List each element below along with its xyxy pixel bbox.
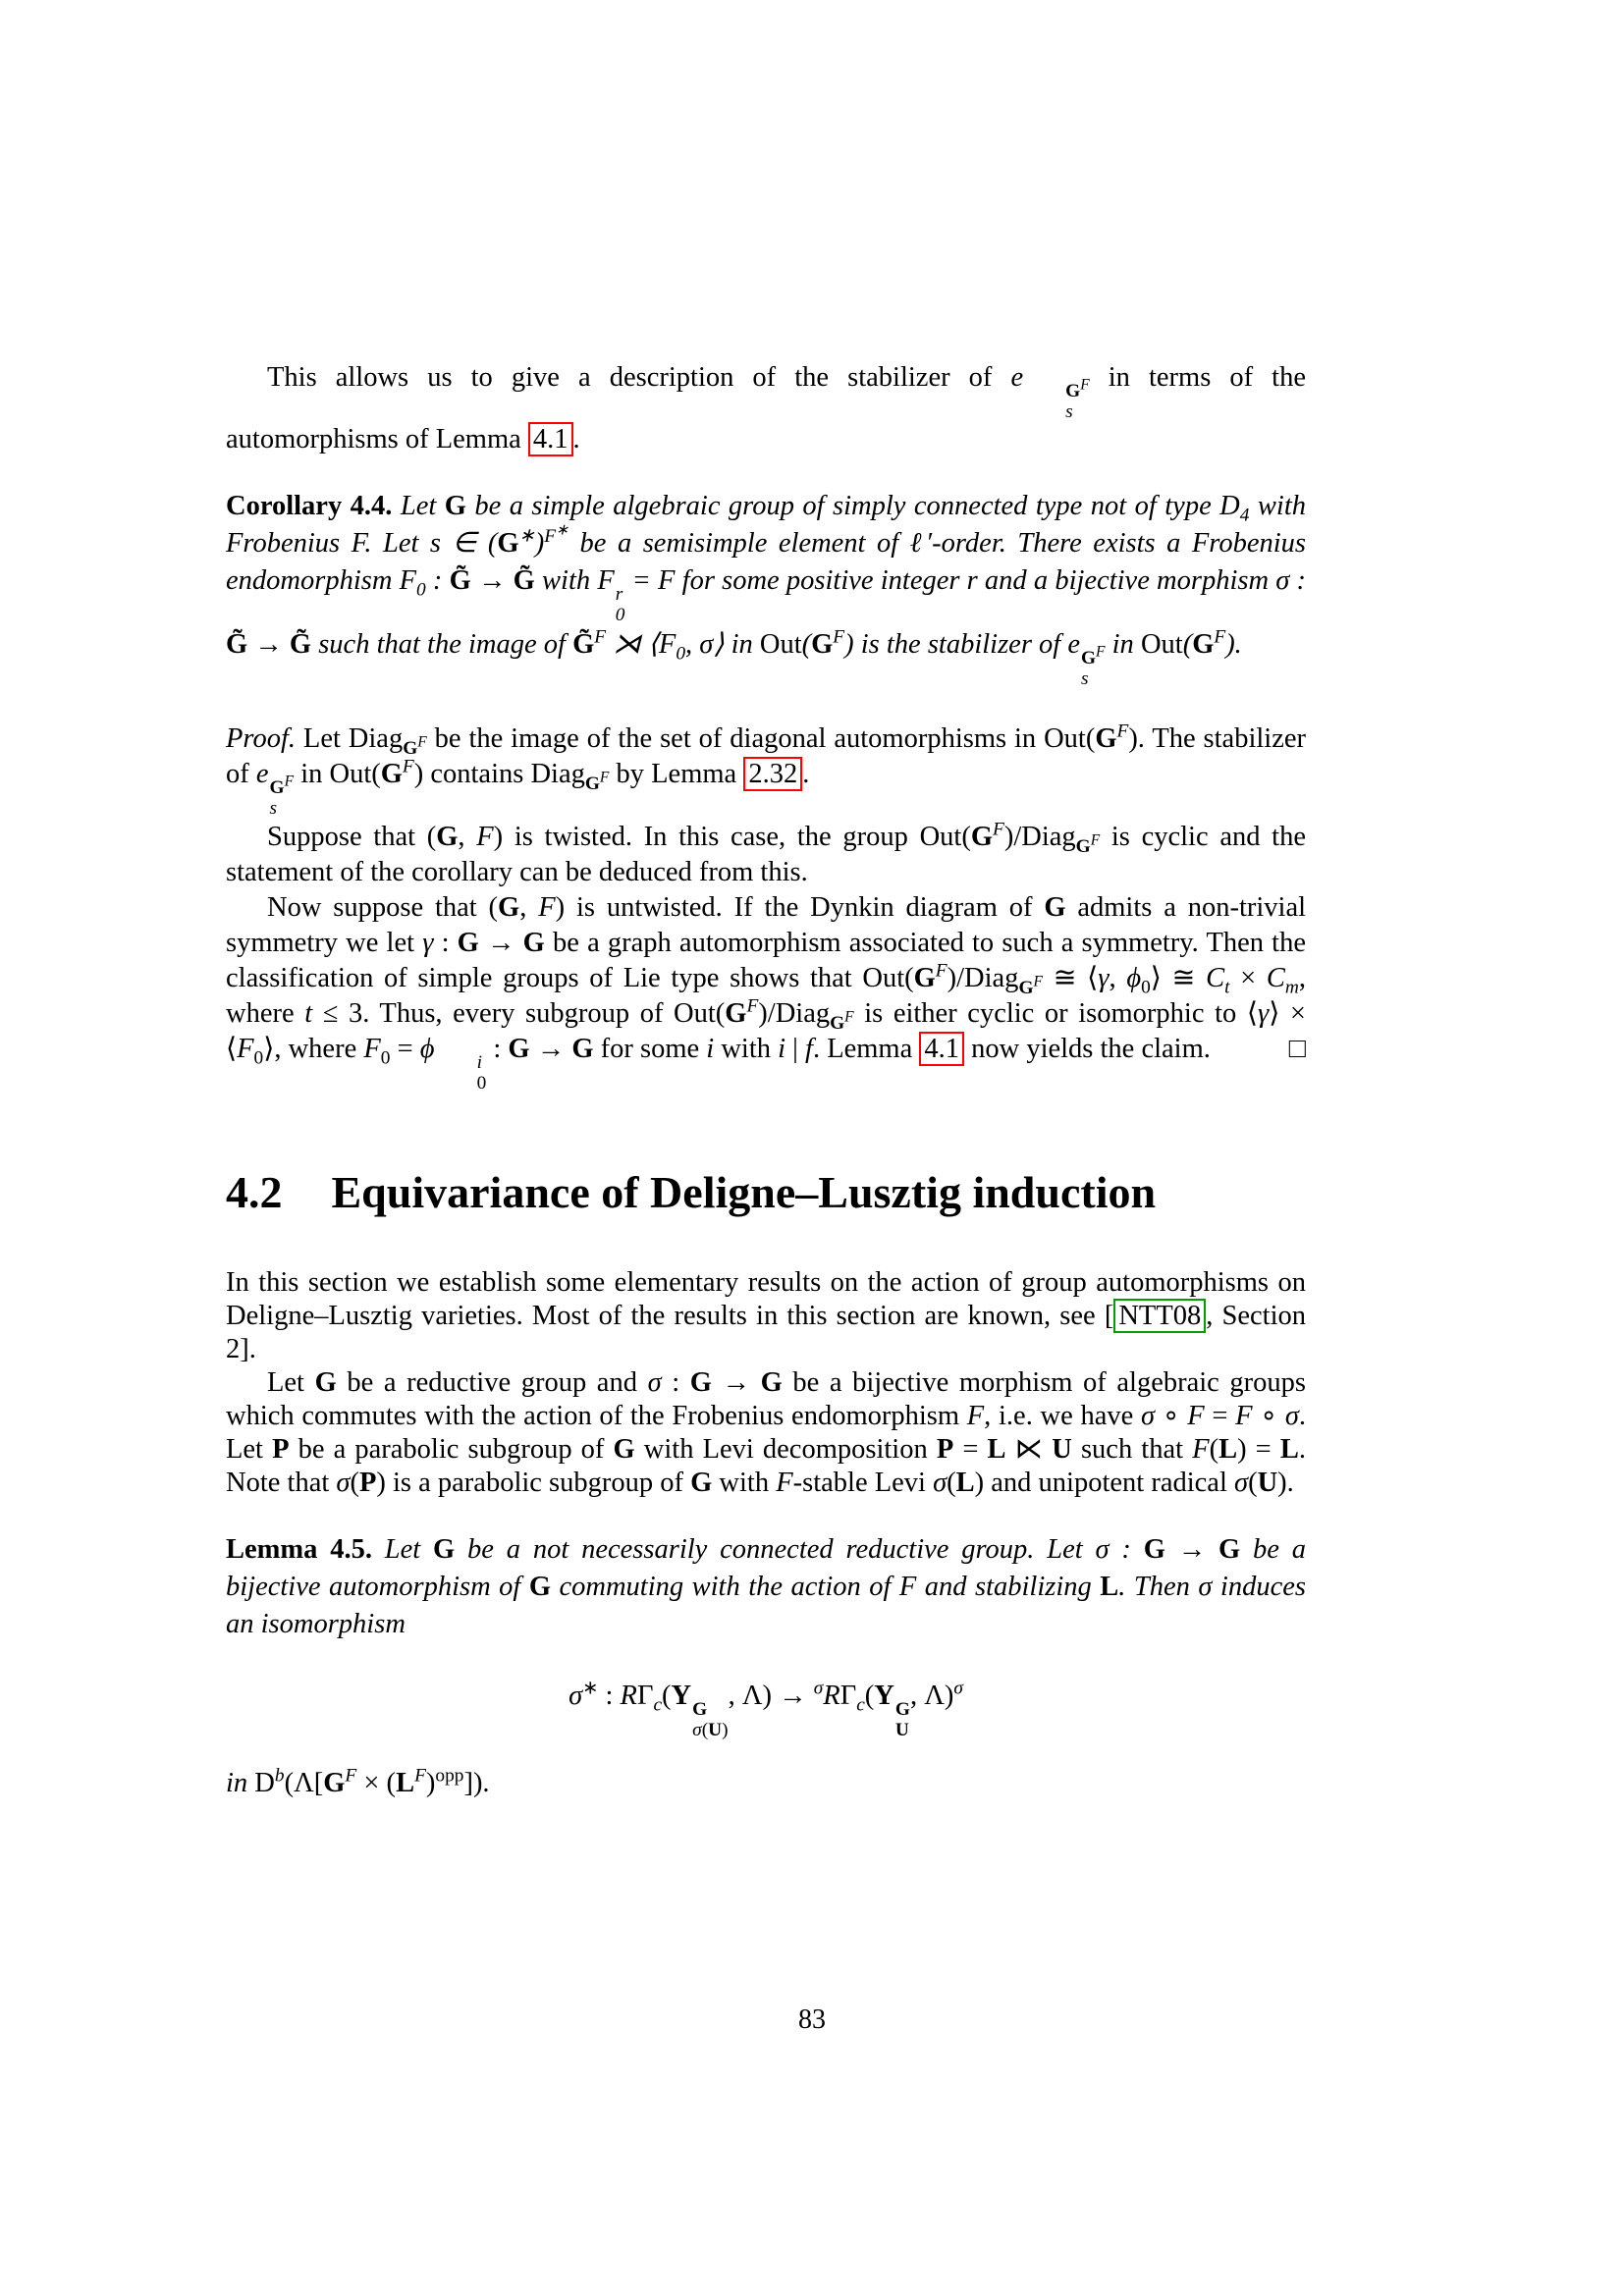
section-heading-4-2	[226, 1167, 1306, 1219]
proof-paragraph-3: Now suppose that (G, F) is untwisted. If the Dynkin diagram of G admits a non-trivial symmetry we let γ : G → G be a graph automorphism associated to such a symmetry. Then the classification of simple groups of Lie type shows that $Out(G^F)/Diag_{G^F}$ ≅ ⟨γ, $\phi_0⟩$ ≅ $C_t \times C_m$, where t ≤ 3. Thus, every subgroup of $Out(G^F)/Diag_{G^F}$ is either cyclic or isomorphic to ⟨γ⟩ × $⟨F_0⟩$, where $F_0 = \phi$ i 0 : G → G for some i with i | f. Lemma 4.1 now yields the claim. □	[226, 892, 1307, 1095]
proof-paragraph-1	[226, 721, 1306, 820]
text-column	[226, 361, 1306, 1800]
proof-text-1: Let Diag$_{G^F}$ be the image of the set of diagonal automorphisms in $Out(G^F)$. The stabilizer of e $G^F$ s in $Out(G^F)$ contains Diag$_{G^F}$ by Lemma 2.32 .	[226, 721, 1306, 820]
lemma-after-equation: in $D^b(\Lambda[G^F \times (L^F)^{opp}])$.	[226, 1765, 490, 1799]
display-equation: σ∗ : $R\Gamma_c(Y$ G σ(U) , $\Lambda) \to ^\sigma R\Gamma_c(Y$ G U , Λ)$^\sigma$	[568, 1678, 963, 1741]
corollary-label: Corollary 4.4.	[226, 491, 393, 522]
lemma-4-5	[226, 1531, 1306, 1643]
section-paragraph-2: Let G be a reductive group and σ : G → G be a bijective morphism of algebraic groups which commutes with the action of the Frobenius endomorphism F, i.e. we have σ ∘ F = F ∘ σ. Let P be a parabolic subgroup of G with Levi decomposition P = L ⋉ U such that F(L) = L. Note that σ(P) is a parabolic subgroup of G with F-stable Levi σ(L) and unipotent radical σ(U).	[226, 1367, 1307, 1499]
ref-link-lemma-2-32[interactable]: 2.32	[743, 757, 802, 791]
lemma-label: Lemma 4.5.	[226, 1534, 372, 1566]
corollary-body: Let G be a simple algebraic group of simply connected type not of type $D_4$ with Frobenius F. Let s ∈ $(G^∗)^{F^∗}$ be a semisimple element of ℓ′-order. There exists a Frobenius endomorphism $F_0$ : G̃ → G̃ with F r 0 = F for some positive integer r and a bijective morphism σ : G̃ → G̃ such that the image of G̃$^F$ ⋊ $⟨F_0$, σ⟩ in $Out(G^F)$ is the stabilizer of e $G^F$ s in $Out(G^F)$.	[226, 491, 1306, 690]
proof-label: Proof.	[226, 723, 296, 755]
section-title: Equivariance of Deligne–Lusztig induction	[331, 1167, 1157, 1218]
section-number: 4.2	[226, 1167, 283, 1218]
lemma-body: Let G be a not necessarily connected reductive group. Let σ : G → G be a bijective automorphism of G commuting with the action of F and stabilizing L. Then σ induces an isomorphism	[226, 1534, 1307, 1640]
cite-link-NTT08[interactable]: NTT08	[1113, 1299, 1206, 1333]
ref-link-lemma-4-1-second[interactable]: 4.1	[919, 1032, 964, 1066]
section-paragraph-1: In this section we establish some elementary results on the action of group automorphisms on Deligne–Lusztig varieties. Most of the results in this section are known, see [ NTT08 , Section 2].	[226, 1267, 1306, 1365]
ref-link-lemma-4-1[interactable]: 4.1	[528, 422, 573, 456]
proof-paragraph-2: Suppose that (G, F) is twisted. In this case, the group $Out(G^F)/Diag_{G^F}$ is cyclic and the statement of the corollary can be deduced from this.	[226, 819, 1306, 888]
qed-symbol: □	[1288, 1034, 1306, 1065]
paragraph-intro: This allows us to give a description of the stabilizer of e $G^F$ s in terms of the automorphisms of Lemma 4.1 .	[226, 362, 1306, 455]
corollary-4-4	[226, 488, 1306, 690]
page-number: 83	[798, 2004, 826, 2035]
